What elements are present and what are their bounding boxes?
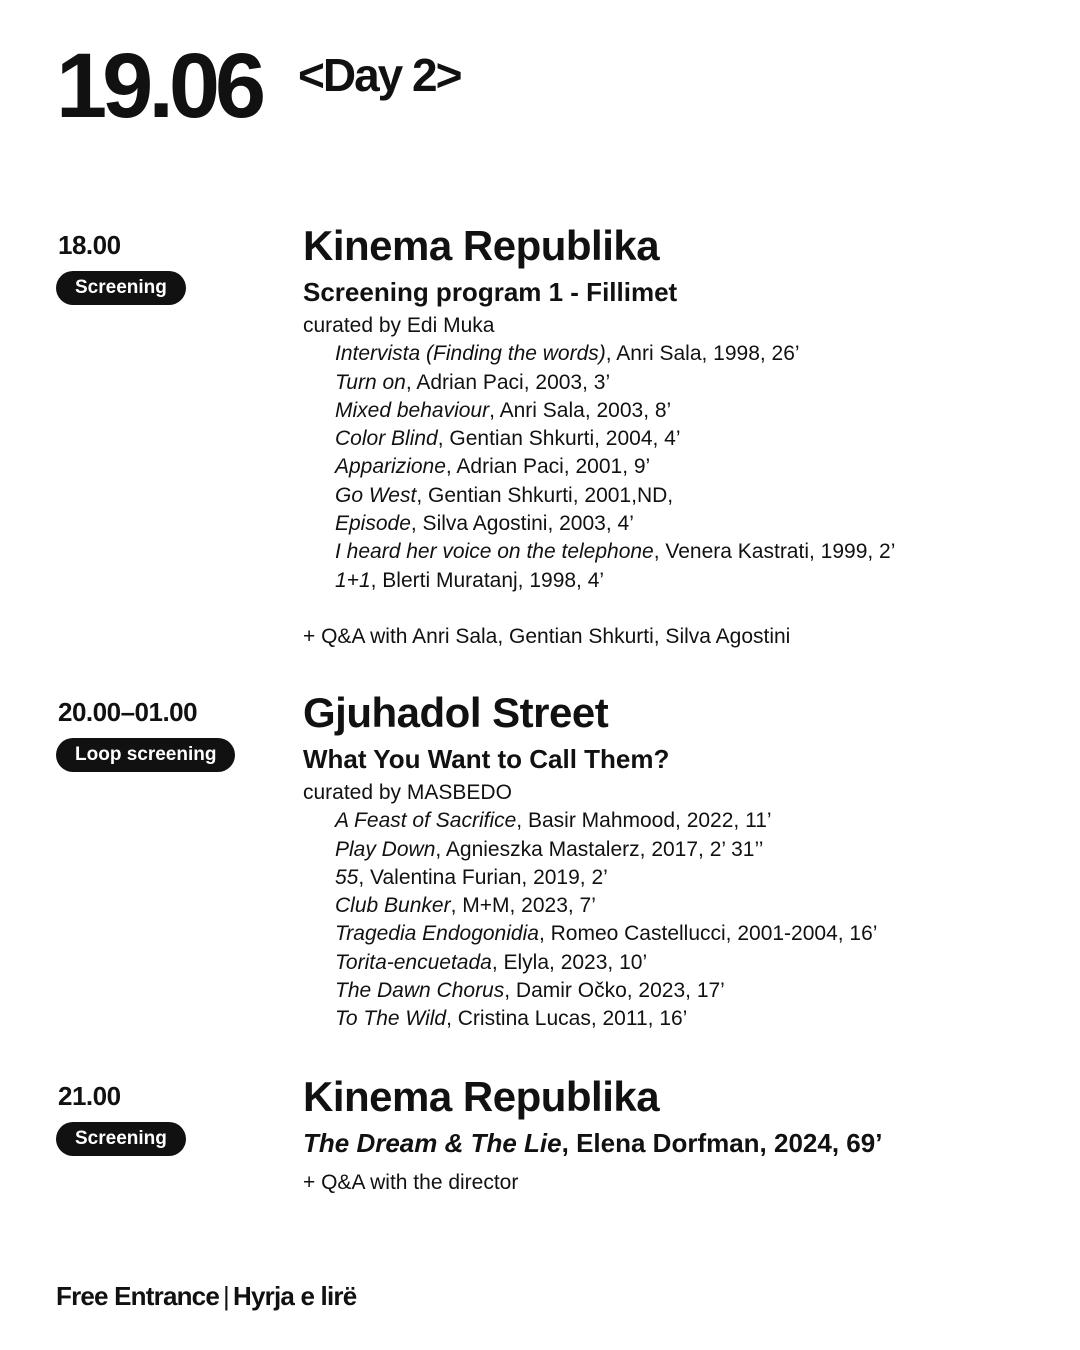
curator-line: curated by Edi Muka [303,314,495,337]
work-title: A Feast of Sacrifice [335,809,517,833]
work-details: , Silva Agostini, 2003, 4’ [410,512,634,536]
list-item [303,807,1063,835]
qa-note: + Q&A with Anri Sala, Gentian Shkurti, Silva Agostini [303,624,791,648]
event-content [303,1073,1063,1197]
work-details: , M+M, 2023, 7’ [450,894,596,918]
work-title: Episode [335,512,411,536]
list-item [303,949,1063,977]
work-title: I heard her voice on the telephone [335,540,654,564]
work-details: , Cristina Lucas, 2011, 16’ [446,1007,688,1031]
list-item [303,920,1063,948]
venue-title: Kinema Republika [303,1073,660,1120]
film-details: , Elena Dorfman, 2024, 69’ [561,1128,883,1158]
footer-hyrja-e-lire: Hyrja e lirë [232,1281,357,1311]
works-list [303,340,1063,595]
work-details: , Anri Sala, 2003, 8’ [489,398,672,422]
work-title: 1+1 [335,568,371,592]
work-title: Apparizione [335,455,446,479]
work-details: , Agnieszka Mastalerz, 2017, 2’ 31’’ [435,837,764,861]
work-details: , Romeo Castellucci, 2001-2004, 16’ [538,922,878,946]
list-item [303,1005,1063,1033]
work-title: Club Bunker [335,894,451,918]
qa-note: + Q&A with the director [303,1171,519,1194]
footer-separator: | [223,1281,229,1311]
work-title: Go West [335,483,417,507]
work-title: Turn on [335,370,406,394]
list-item [303,567,1063,595]
work-details: , Venera Kastrati, 1999, 2’ [653,540,896,564]
works-list [303,807,1063,1033]
venue-title: Gjuhadol Street [303,689,609,736]
footer-free-entrance: Free Entrance [56,1281,220,1311]
venue-title: Kinema Republika [303,222,660,269]
list-item [303,864,1063,892]
list-item [303,482,1063,510]
program-title: Screening program 1 - Fillimet [303,277,678,307]
work-title: Tragedia Endogonidia [335,922,539,946]
list-item [303,340,1063,368]
event-time: 21.00 [58,1081,121,1111]
footer-entrance [56,1283,356,1309]
program-title: What You Want to Call Them? [303,744,670,774]
work-details: , Elyla, 2023, 10’ [491,950,648,974]
day-label: <Day 2> [298,49,461,101]
curator-line: curated by MASBEDO [303,781,512,804]
film-title: The Dream & The Lie [303,1128,562,1158]
work-details: , Adrian Paci, 2003, 3’ [405,370,611,394]
event-time: 18.00 [58,230,121,260]
list-item [303,369,1063,397]
work-details: , Valentina Furian, 2019, 2’ [358,865,608,889]
event-type-badge: Loop screening [56,738,235,772]
list-item [303,977,1063,1005]
list-item [303,397,1063,425]
work-details: , Blerti Muratanj, 1998, 4’ [370,568,605,592]
event-content [303,689,1063,1034]
work-title: Color Blind [335,427,438,451]
work-details: , Basir Mahmood, 2022, 11’ [516,809,772,833]
work-details: , Anri Sala, 1998, 26’ [605,342,800,366]
work-details: , Gentian Shkurti, 2004, 4’ [437,427,681,451]
work-details: , Gentian Shkurti, 2001,ND, [416,483,674,507]
work-title: Play Down [335,837,436,861]
work-title: To The Wild [335,1007,447,1031]
date-heading: 19.06 [56,35,262,137]
event-time: 20.00–01.00 [58,697,198,727]
program-title [303,1127,1063,1159]
list-item [303,425,1063,453]
work-details: , Adrian Paci, 2001, 9’ [445,455,651,479]
list-item [303,892,1063,920]
event-content [303,222,1063,651]
list-item [303,510,1063,538]
event-type-badge: Screening [56,271,186,305]
list-item [303,836,1063,864]
work-title: 55 [335,865,359,889]
work-title: Intervista (Finding the words) [335,342,606,366]
work-title: Torita-encuetada [335,950,492,974]
work-title: The Dawn Chorus [335,979,505,1003]
list-item [303,453,1063,481]
list-item [303,538,1063,566]
work-title: Mixed behaviour [335,398,490,422]
event-type-badge: Screening [56,1122,186,1156]
work-details: , Damir Očko, 2023, 17’ [504,979,725,1003]
